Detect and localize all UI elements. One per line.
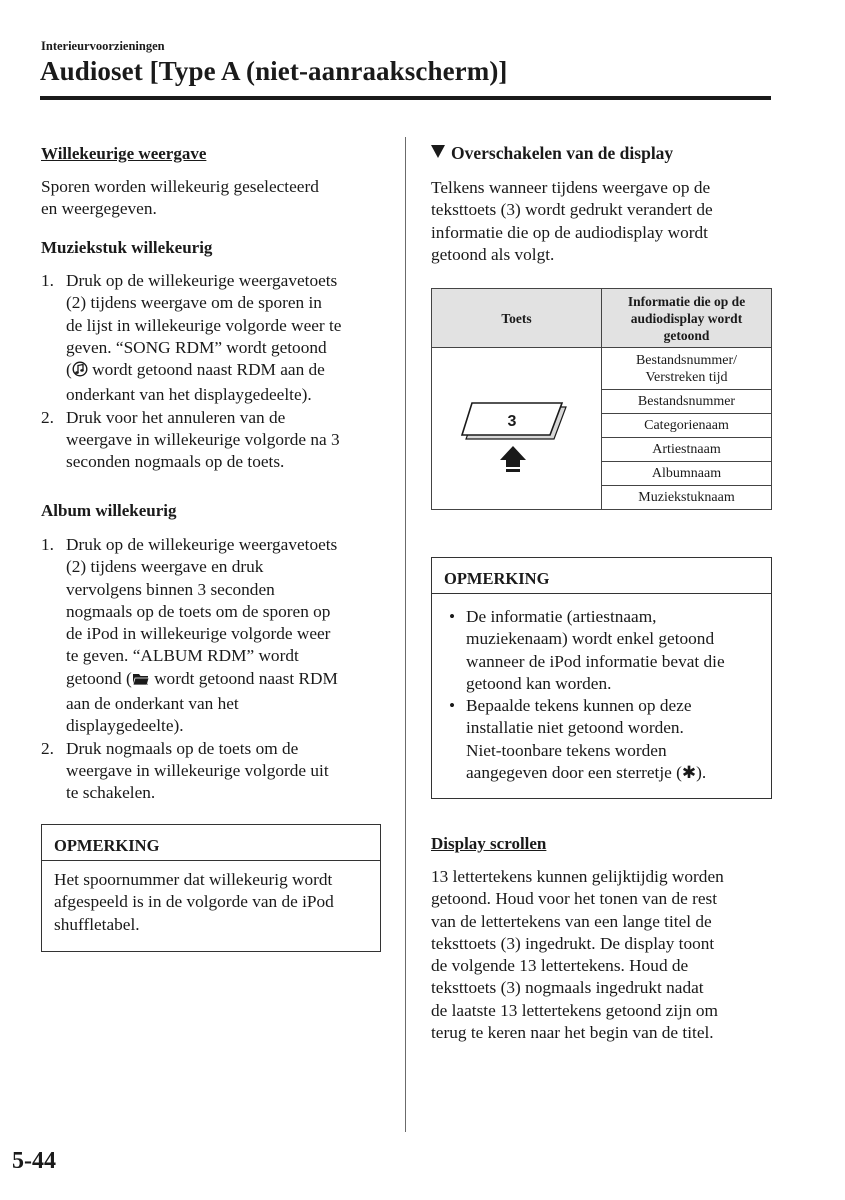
- display-table: [431, 288, 772, 510]
- key-label: 3: [507, 412, 517, 430]
- random-intro: Sporen worden willekeurig geselecteerd en weergegeven.: [41, 177, 319, 219]
- display-intro: Telkens wanneer tijdens weergave op de teksttoets (3) wordt gedrukt verandert de informatie die op de audiodisplay wordt getoond als volgt.: [431, 178, 713, 264]
- note-title: OPMERKING: [42, 825, 380, 861]
- scroll-heading: Display scrollen: [431, 834, 547, 853]
- note-box-right: [431, 557, 772, 799]
- list-item: 1. Druk op de willekeurige weergavetoets (2) tijdens weergave om de sporen in de lijst in willekeurige volgorde weer te geven. “SONG RDM” wordt getoond ( wordt getoond naast RDM aan de onderkant van het displaygedeelte).: [41, 271, 342, 405]
- album-heading: Album willekeurig: [41, 501, 177, 520]
- note-title: OPMERKING: [432, 558, 771, 594]
- list-item: 2. Druk voor het annuleren van de weergave in willekeurige volgorde na 3 seconden nogmaals op de toets.: [41, 407, 340, 472]
- note-body: Het spoornummer dat willekeurig wordt afgespeeld is in de volgorde van de iPod shuffletabel.: [54, 870, 334, 934]
- list-item: • De informatie (artiestnaam, muziekenaam) wordt enkel getoond wanneer de iPod informatie bevat die getoond kan worden.: [449, 607, 725, 693]
- table-row: Bestandsnummer/ Verstreken tijd: [602, 348, 772, 390]
- random-heading: Willekeurige weergave: [41, 144, 207, 163]
- folder-icon: [132, 671, 150, 693]
- track-heading: Muziekstuk willekeurig: [41, 238, 213, 257]
- press-arrow-icon: [500, 446, 526, 472]
- table-row: Bestandsnummer: [602, 390, 772, 414]
- album-steps: [41, 534, 391, 805]
- table-header-key: Toets: [432, 289, 602, 348]
- key-cell: [432, 348, 602, 510]
- note-body: [432, 594, 771, 784]
- table-row: Artiestnaam: [602, 438, 772, 462]
- asterisk-icon: ✱: [681, 763, 697, 784]
- scroll-text: 13 lettertekens kunnen gelijktijdig worden getoond. Houd voor het tonen van de rest van de lettertekens van een lange titel de teksttoets (3) ingedrukt. De display toont de volgende 13 lettertekens. Houd de teksttoets (3) nogmaals ingedrukt nadat de laatste 13 lettertekens getoond zijn om terug te keren naar het begin van de titel.: [431, 867, 724, 1043]
- page-number: 5-44: [12, 1148, 56, 1174]
- track-steps: [41, 270, 391, 474]
- table-header-info: Informatie die op de audiodisplay wordt getoond: [602, 289, 772, 348]
- list-item: 2. Druk nogmaals op de toets om de weergave in willekeurige volgorde uit te schakelen.: [41, 738, 329, 803]
- text-key-illustration: [432, 349, 601, 509]
- list-item: 1. Druk op de willekeurige weergavetoets (2) tijdens weergave en druk vervolgens binnen 3 seconden nogmaals op de toets om de sporen op de iPod in willekeurige volgorde weer te geven. “ALBUM RDM” wordt getoond ( wordt getoond naast RDM aan de onderkant van het displaygedeelte).: [41, 535, 338, 736]
- note-box-left: [41, 824, 381, 952]
- column-divider: [405, 137, 406, 1132]
- page-title: Audioset [Type A (niet-aanraakscherm)]: [40, 56, 508, 86]
- title-rule: [40, 96, 771, 100]
- section-label: Interieurvoorzieningen: [41, 39, 165, 53]
- table-row: Muziekstuknaam: [602, 486, 772, 510]
- triangle-marker-icon: [431, 145, 445, 158]
- display-heading: Overschakelen van de display: [431, 143, 673, 164]
- table-row: Albumnaam: [602, 462, 772, 486]
- table-row: Categorienaam: [602, 414, 772, 438]
- list-item: • Bepaalde tekens kunnen op deze installatie niet getoond worden. Niet-toonbare tekens worden aangegeven door een sterretje (✱).: [449, 696, 707, 784]
- song-random-icon: [72, 360, 88, 384]
